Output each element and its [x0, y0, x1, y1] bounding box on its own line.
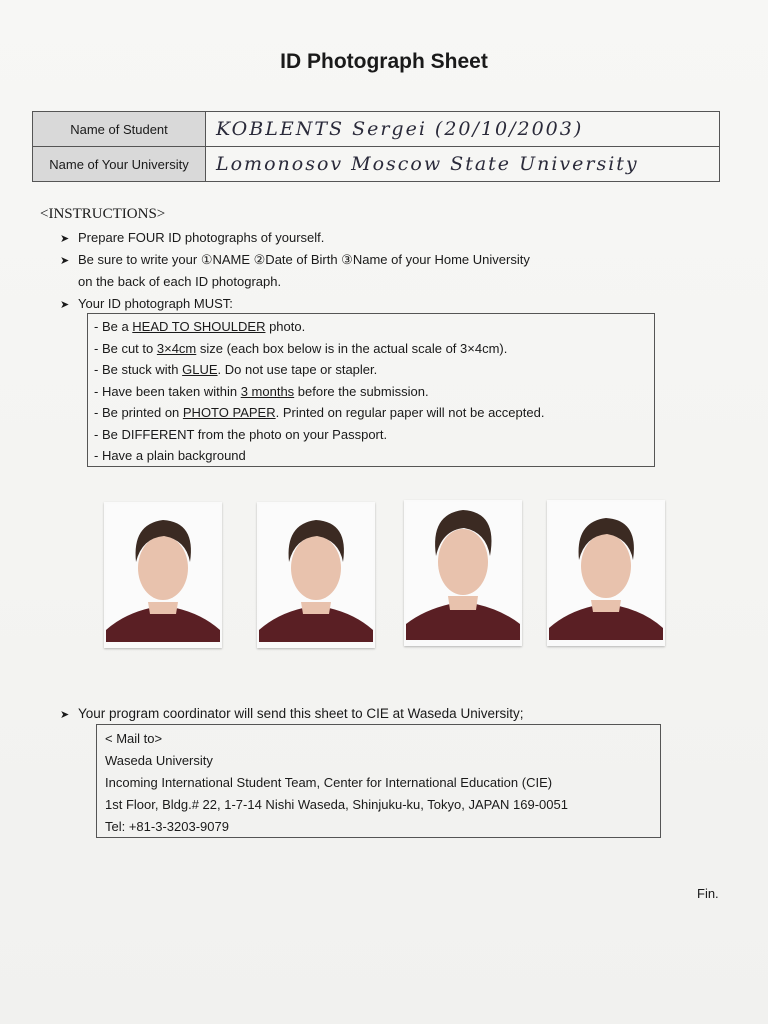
instruction-text: Be sure to write your ①NAME ②Date of Birth ③Name of your Home University — [78, 252, 530, 267]
instruction-bullet — [60, 296, 233, 311]
requirement-emphasis: PHOTO PAPER — [182, 405, 276, 420]
mail-line: Incoming International Student Team, Center for International Education (CIE) — [105, 775, 553, 790]
university-value: Lomonosov Moscow State University — [206, 147, 720, 182]
requirement-emphasis: 3 months — [240, 384, 295, 399]
mail-heading: < Mail to> — [105, 731, 163, 746]
requirement-item — [94, 427, 387, 442]
requirement-text: size (each box below is in the actual scale of 3×4cm). — [196, 341, 508, 356]
requirement-text: before the submission. — [294, 384, 429, 399]
instruction-bullet — [60, 252, 530, 268]
id-photo — [404, 500, 522, 646]
photo-requirements-box — [87, 313, 655, 467]
requirement-text: - Have been taken within — [94, 384, 241, 399]
arrow-bullet-icon: ➤ — [60, 233, 70, 245]
id-photo — [104, 502, 222, 648]
requirement-text: . Printed on regular paper will not be accepted. — [275, 405, 545, 420]
requirement-text: - Be printed on — [94, 405, 183, 420]
student-info-table — [32, 111, 720, 182]
requirement-text: - Be a — [94, 319, 133, 334]
mail-line: 1st Floor, Bldg.# 22, 1-7-14 Nishi Waseda, Shinjuku-ku, Tokyo, JAPAN 169-0051 — [105, 797, 568, 812]
requirement-emphasis: HEAD TO SHOULDER — [132, 319, 266, 334]
instruction-bullet — [60, 230, 324, 245]
requirement-item — [94, 362, 377, 377]
arrow-bullet-icon: ➤ — [60, 255, 70, 267]
id-photo — [547, 500, 665, 646]
instructions-heading: <INSTRUCTIONS> — [40, 206, 166, 222]
requirement-text: . Do not use tape or stapler. — [217, 362, 378, 377]
mailing-address-box — [96, 724, 661, 838]
requirement-text: - Be stuck with — [94, 362, 183, 377]
requirement-item — [94, 341, 507, 356]
end-marker: Fin. — [697, 886, 719, 901]
mail-line: Tel: +81-3-3203-9079 — [105, 819, 229, 834]
university-row — [33, 147, 720, 182]
coordinator-note — [60, 706, 523, 721]
requirement-item — [94, 384, 429, 399]
requirement-item — [94, 319, 305, 334]
arrow-bullet-icon: ➤ — [60, 709, 70, 721]
student-name-label: Name of Student — [33, 112, 206, 147]
instruction-text: Prepare FOUR ID photographs of yourself. — [78, 230, 325, 245]
student-name-row — [33, 112, 720, 147]
coordinator-text: Your program coordinator will send this sheet to CIE at Waseda University; — [78, 706, 524, 721]
requirement-text: - Be DIFFERENT from the photo on your Passport. — [94, 427, 388, 442]
id-photo — [257, 502, 375, 648]
page-title: ID Photograph Sheet — [280, 50, 488, 73]
requirement-item — [94, 448, 246, 463]
university-label: Name of Your University — [33, 147, 206, 182]
requirement-text: - Be cut to — [94, 341, 157, 356]
requirement-emphasis: GLUE — [182, 362, 218, 377]
requirement-item — [94, 405, 544, 420]
mail-line: Waseda University — [105, 753, 213, 768]
instruction-text: Your ID photograph MUST: — [78, 296, 233, 311]
instruction-continuation: on the back of each ID photograph. — [78, 274, 282, 289]
student-name-value: KOBLENTS Sergei (20/10/2003) — [206, 112, 720, 147]
requirement-emphasis: 3×4cm — [156, 341, 197, 356]
requirement-text: - Have a plain background — [94, 448, 246, 463]
requirement-text: photo. — [265, 319, 306, 334]
arrow-bullet-icon: ➤ — [60, 299, 70, 311]
